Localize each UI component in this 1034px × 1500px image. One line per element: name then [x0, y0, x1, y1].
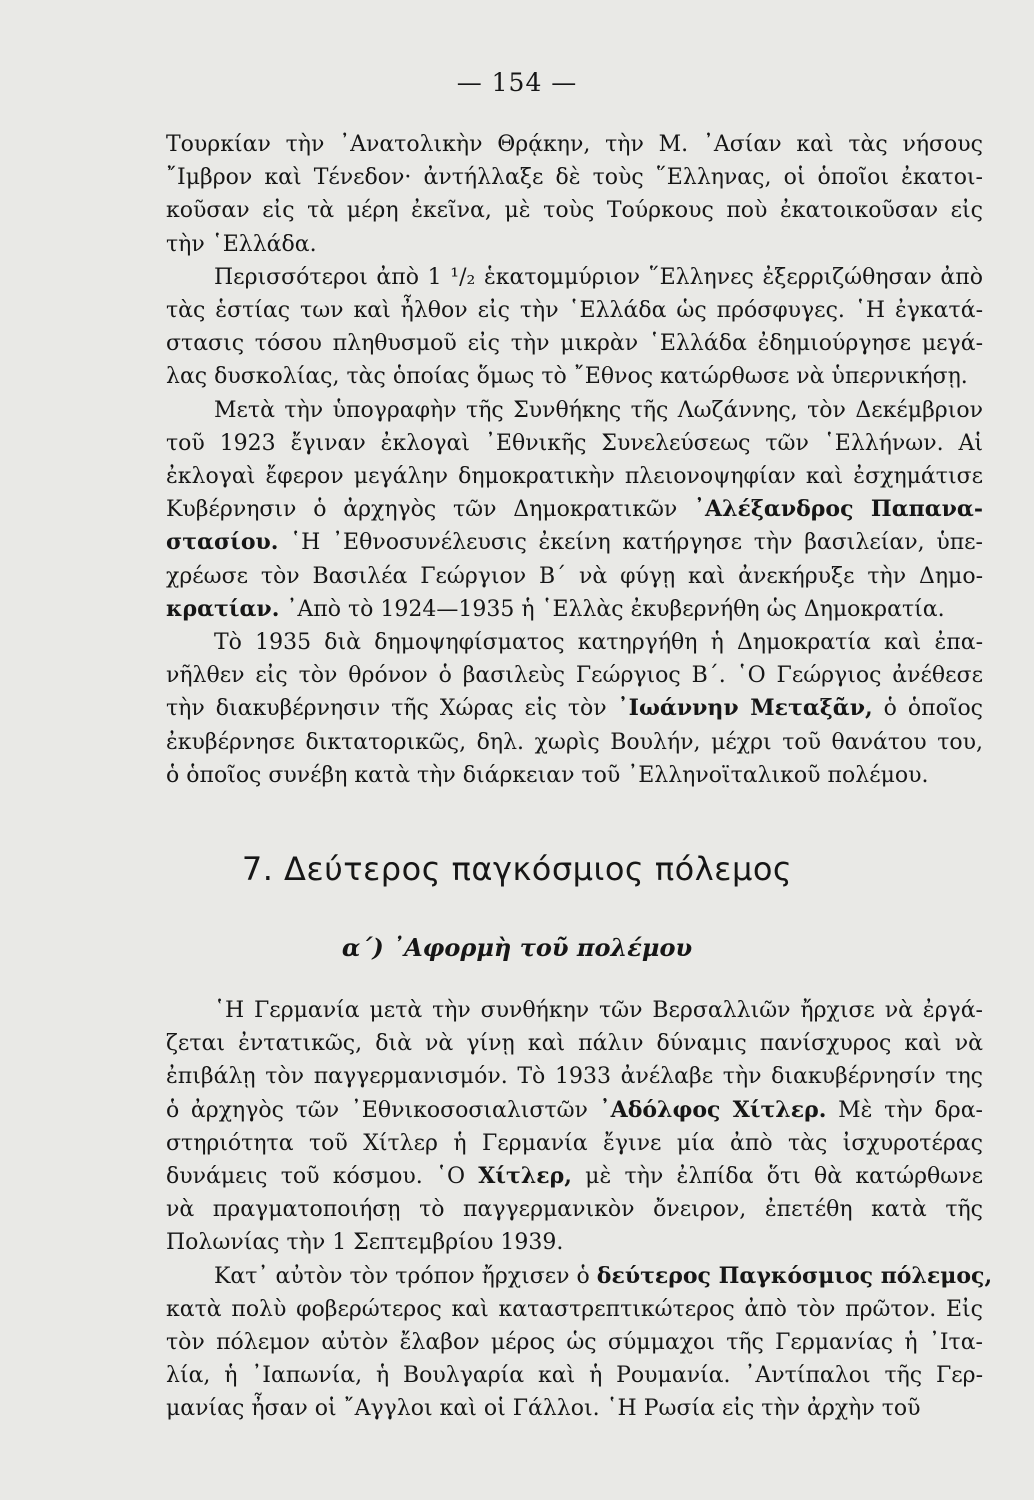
text-line: λας δυσκολίας, τὰς ὁποίας ὅμως τὸ ῎Εθνος κατώρθωσε νὰ ὑπερνικήσῃ.: [166, 364, 968, 390]
text-line: Κατ᾿ αὐτὸν τὸν τρόπον ἤρχισεν ὁ δεύτερος Παγκόσμιος πόλεμος,: [214, 1262, 993, 1289]
text-line: Τουρκίαν τὴν ᾿Ανατολικὴν Θρᾴκην, τὴν Μ. ᾿Ασίαν καὶ τὰς νήσους: [166, 132, 983, 157]
text-line: τὴν διακυβέρνησιν τῆς Χώρας εἰς τὸν ᾿Ιωάννην Μεταξᾶν, ὁ ὁποῖος: [166, 695, 984, 722]
section-number: 7.: [241, 850, 274, 888]
text-line: λία, ἡ ᾿Ιαπωνία, ἡ Βουλγαρία καὶ ἡ Ρουμανία. ᾿Αντίπαλοι τῆς Γερ-: [166, 1363, 983, 1389]
paragraph: [166, 128, 983, 261]
text-line: νῆλθεν εἰς τὸν θρόνον ὁ βασιλεὺς Γεώργιος Β΄. ῾Ο Γεώργιος ἀνέθεσε: [166, 663, 983, 689]
top-text-block: [166, 128, 983, 792]
paragraph: [166, 1260, 993, 1426]
emphasized-term: δεύτερος Παγκόσμιος πόλεμος,: [596, 1262, 993, 1289]
text-line: Μετὰ τὴν ὑπογραφὴν τῆς Συνθήκης τῆς Λωζάννης, τὸν Δεκέμβριον: [214, 397, 983, 423]
bottom-text-block: [166, 994, 993, 1426]
text-line: στασις τόσου πληθυσμοῦ εἰς τὴν μικρὰν ῾Ελλάδα ἐδημιούργησε μεγά-: [166, 331, 983, 357]
paragraph: [166, 261, 983, 394]
paragraph: [166, 394, 983, 626]
text-line: ὁ ἀρχηγὸς τῶν ᾿Εθνικοσοσιαλιστῶν ᾿Αδόλφος Χίτλερ. Μὲ τὴν δρα-: [166, 1096, 983, 1123]
text-line: δυνάμεις τοῦ κόσμου. ῾Ο Χίτλερ, μὲ τὴν ἐλπίδα ὅτι θὰ κατώρθωνε: [166, 1163, 983, 1190]
text-line: μανίας ἦσαν οἱ ῎Αγγλοι καὶ οἱ Γάλλοι. ῾Η Ρωσία εἰς τὴν ἀρχὴν τοῦ: [166, 1396, 921, 1422]
text-line: τὴν ῾Ελλάδα.: [166, 231, 317, 257]
paragraph: [166, 626, 983, 792]
section-title: Δεύτερος παγκόσμιος πόλεμος: [284, 850, 793, 888]
text-line: Τὸ 1935 διὰ δημοψηφίσματος κατηργήθη ἡ Δημοκρατία καὶ ἐπα-: [214, 630, 983, 656]
text-line: στασίου. ῾Η ᾿Εθνοσυνέλευσις ἐκείνη κατήργησε τὴν βασιλείαν, ὑπε-: [166, 529, 983, 556]
section-heading: [0, 850, 1034, 888]
emphasized-term: ᾿Ιωάννην Μεταξᾶν,: [617, 695, 873, 722]
text-line: Κυβέρνησιν ὁ ἀρχηγὸς τῶν Δημοκρατικῶν ᾿Αλέξανδρος Παπανα-: [166, 496, 983, 523]
text-line: κρατίαν. ᾿Απὸ τὸ 1924—1935 ἡ ῾Ελλὰς ἐκυβερνήθη ὡς Δημοκρατία.: [166, 595, 945, 622]
text-line: ἐκυβέρνησε δικτατορικῶς, δηλ. χωρὶς Βουλήν, μέχρι τοῦ θανάτου του,: [166, 729, 983, 755]
subsection-label: α΄): [341, 933, 384, 962]
text-line: κατὰ πολὺ φοβερώτερος καὶ καταστρεπτικώτερος ἀπὸ τὸν πρῶτον. Εἰς: [166, 1296, 983, 1322]
emphasized-term: στασίου.: [166, 529, 279, 556]
text-line: ζεται ἐντατικῶς, διὰ νὰ γίνῃ καὶ πάλιν δύναμις πανίσχυρος καὶ νὰ: [166, 1031, 983, 1057]
emphasized-term: ᾿Αδόλφος Χίτλερ.: [599, 1096, 827, 1123]
text-line: τὸν πόλεμον αὐτὸν ἔλαβον μέρος ὡς σύμμαχοι τῆς Γερμανίας ἡ ᾿Ιτα-: [166, 1330, 983, 1356]
text-line: ῾Η Γερμανία μετὰ τὴν συνθήκην τῶν Βερσαλλιῶν ἤρχισε νὰ ἐργά-: [214, 998, 983, 1023]
text-line: Περισσότεροι ἀπὸ 1 ¹/₂ ἑκατομμύριον ῞Ελληνες ἐξερριζώθησαν ἀπὸ: [214, 264, 983, 290]
page-number: — 154 —: [456, 68, 578, 97]
text-line: ἐπιβάλῃ τὸν παγγερμανισμόν. Τὸ 1933 ἀνέλαβε τὴν διακυβέρνησίν της: [166, 1064, 983, 1090]
text-line: ῎Ιμβρον καὶ Τένεδον· ἀντήλλαξε δὲ τοὺς ῞Ελληνας, οἱ ὁποῖοι ἐκατοι-: [166, 165, 983, 191]
text-line: τοῦ 1923 ἔγιναν ἐκλογαὶ ᾿Εθνικῆς Συνελεύσεως τῶν ῾Ελλήνων. Αἱ: [166, 430, 983, 456]
text-line: ὁ ὁποῖος συνέβη κατὰ τὴν διάρκειαν τοῦ ᾿Ελληνοϊταλικοῦ πολέμου.: [166, 762, 929, 788]
text-line: νὰ πραγματοποιήσῃ τὸ παγγερμανικὸν ὄνειρον, ἐπετέθη κατὰ τῆς: [166, 1197, 983, 1223]
subsection-heading: [0, 933, 1034, 962]
text-line: κοῦσαν εἰς τὰ μέρη ἐκεῖνα, μὲ τοὺς Τούρκους ποὺ ἐκατοικοῦσαν εἰς: [166, 198, 983, 224]
emphasized-term: ᾿Αλέξανδρος Παπανα-: [694, 496, 983, 523]
text-line: χρέωσε τὸν Βασιλέα Γεώργιον Β΄ νὰ φύγῃ καὶ ἀνεκήρυξε τὴν Δημο-: [166, 563, 983, 589]
subsection-title: ᾿Αφορμὴ τοῦ πολέμου: [392, 933, 693, 962]
text-line: τὰς ἑστίας των καὶ ἦλθον εἰς τὴν ῾Ελλάδα ὡς πρόσφυγες. ῾Η ἐγκατά-: [166, 298, 983, 324]
text-line: στηριότητα τοῦ Χίτλερ ἡ Γερμανία ἔγινε μία ἀπὸ τὰς ἰσχυροτέρας: [166, 1130, 983, 1156]
emphasized-term: Χίτλερ,: [478, 1163, 572, 1190]
paragraph: [166, 994, 983, 1260]
text-line: Πολωνίας τὴν 1 Σεπτεμβρίου 1939.: [166, 1230, 564, 1256]
text-line: ἐκλογαὶ ἔφερον μεγάλην δημοκρατικὴν πλειονοψηφίαν καὶ ἐσχημάτισε: [166, 464, 983, 490]
emphasized-term: κρατίαν.: [166, 595, 280, 622]
